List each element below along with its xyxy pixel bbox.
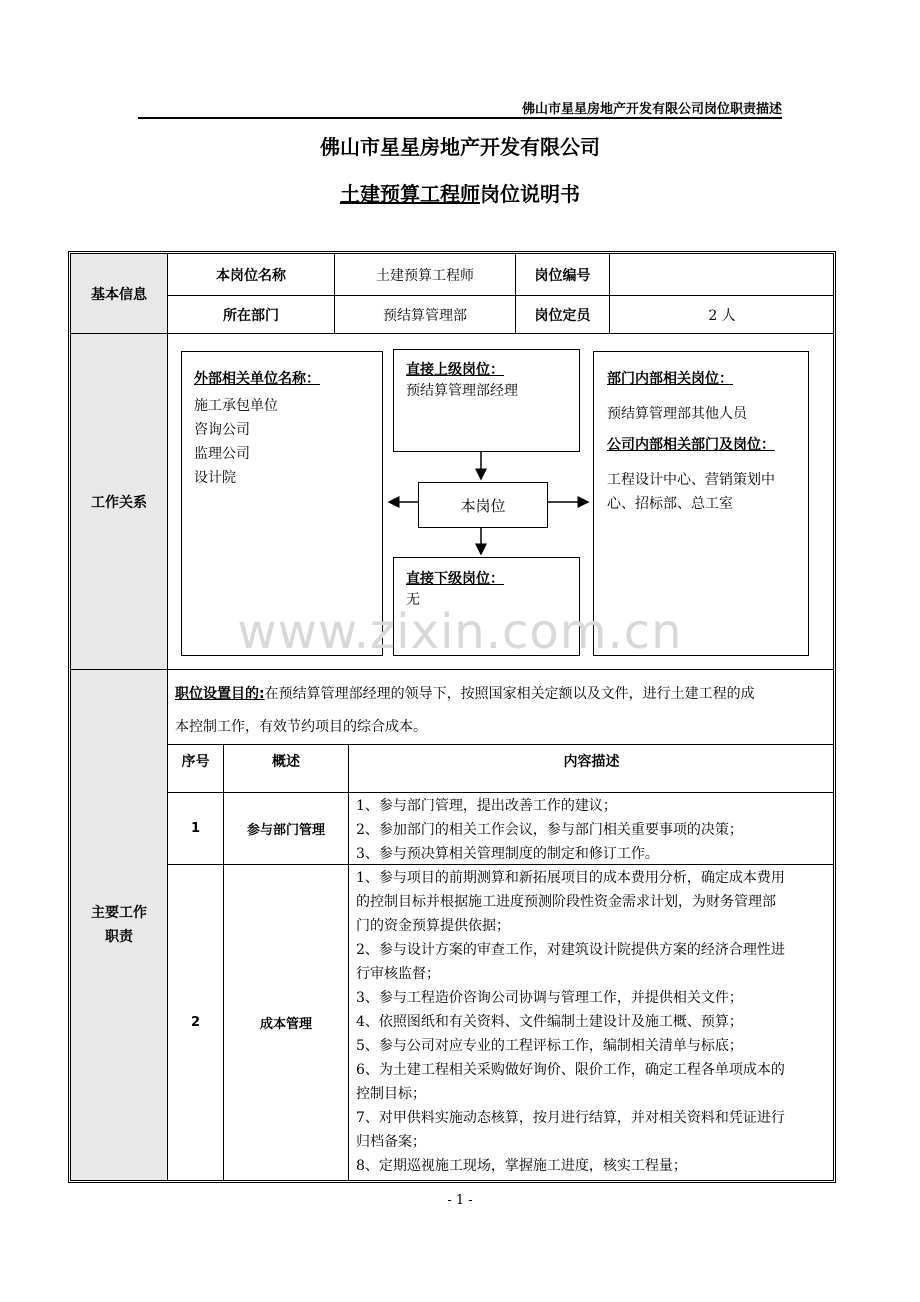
duty-line: 2、参加部门的相关工作会议，参与部门相关重要事项的决策；: [356, 822, 743, 838]
basic-info-label: 基本信息: [91, 286, 147, 303]
main-duties-label-line: 职责: [105, 929, 133, 945]
purpose-text: 在预结算管理部经理的领导下，按照国家相关定额以及文件，进行土建工程的成: [264, 686, 755, 702]
external-units-title: 外部相关单位名称：: [194, 371, 320, 387]
duty-line: 6、为土建工程相关采购做好询价、限价工作，确定工程各单项成本的: [356, 1062, 785, 1078]
main-duties-label-line: 主要工作: [91, 905, 147, 921]
duty-line: 控制目标；: [356, 1086, 426, 1102]
position-name-label: 本岗位名称: [216, 267, 286, 284]
duty-line: 归档备案；: [356, 1134, 426, 1150]
external-unit-item: 施工承包单位: [194, 398, 278, 414]
internal-dept-value: 预结算管理部其他人员: [607, 406, 747, 422]
duty-line: 8、定期巡视施工现场，掌握施工进度，核实工程量；: [356, 1158, 687, 1174]
internal-dept-title: 部门内部相关岗位：: [607, 371, 733, 387]
title-position: 土建预算工程师: [340, 182, 480, 206]
company-dept-title: 公司内部相关部门及岗位：: [607, 437, 775, 453]
headcount-value: 2 人: [708, 307, 736, 324]
duty-line: 2、参与设计方案的审查工作，对建筑设计院提供方案的经济合理性进: [356, 942, 785, 958]
position-code-label: 岗位编号: [534, 267, 591, 284]
duty-row-description: [356, 794, 832, 866]
company-name: 佛山市星星房地产开发有限公司: [320, 135, 600, 159]
duty-line: 4、依照图纸和有关资料、文件编制土建设计及施工概、预算；: [356, 1014, 743, 1030]
purpose-label: 职位设置目的:: [175, 686, 265, 702]
duty-line: 7、对甲供料实施动态核算，按月进行结算，并对相关资料和凭证进行: [356, 1110, 785, 1126]
duty-row-no: 1: [190, 821, 201, 836]
duty-line: 3、参与预决算相关管理制度的制定和修订工作。: [356, 846, 659, 862]
duty-row-summary: 参与部门管理: [246, 823, 325, 838]
duty-line: 的控制目标并根据施工进度预测阶段性资金需求计划，为财务管理部: [356, 894, 776, 910]
position-purpose: [175, 678, 830, 744]
department-value: 预结算管理部: [383, 307, 467, 324]
duty-line: 1、参与项目的前期测算和新拓展项目的成本费用分析，确定成本费用: [356, 870, 785, 886]
company-dept-value: 工程设计中心、营销策划中: [607, 472, 775, 488]
duty-row-description: [356, 866, 832, 1178]
department-label: 所在部门: [223, 307, 279, 324]
watermark: www.zixin.com.cn: [237, 604, 683, 660]
duty-row-no: 2: [190, 1015, 201, 1030]
duty-line: 门的资金预算提供依据；: [356, 918, 510, 934]
duty-line: 1、参与部门管理，提出改善工作的建议；: [356, 798, 617, 814]
duty-row-summary: 成本管理: [259, 1017, 312, 1032]
external-unit-item: 设计院: [194, 470, 236, 486]
col-header-description: 内容描述: [563, 754, 620, 770]
duty-line: 5、参与公司对应专业的工程评标工作，编制相关清单与标底；: [356, 1038, 743, 1054]
duty-line: 行审核监督；: [356, 966, 440, 982]
company-dept-value: 心、招标部、总工室: [607, 496, 733, 512]
col-header-no: 序号: [181, 754, 210, 770]
main-duties-label: [71, 670, 167, 1180]
superior-title: 直接上级岗位：: [406, 362, 504, 378]
purpose-text: 本控制工作，有效节约项目的综合成本。: [175, 719, 427, 735]
page-number: - 1 -: [447, 1193, 473, 1208]
external-unit-item: 咨询公司: [194, 422, 250, 438]
col-header-summary: 概述: [272, 754, 300, 770]
self-position-box: 本岗位: [418, 482, 548, 528]
position-name-value: 土建预算工程师: [376, 267, 474, 284]
external-unit-item: 监理公司: [194, 446, 250, 462]
superior-value: 预结算管理部经理: [406, 383, 518, 399]
duty-line: 3、参与工程造价咨询公司协调与管理工作，并提供相关文件；: [356, 990, 743, 1006]
running-header: 佛山市星星房地产开发有限公司岗位职责描述: [521, 102, 782, 117]
title-suffix: 岗位说明书: [480, 182, 580, 206]
subordinate-value: 无: [406, 592, 420, 608]
work-relations-label: 工作关系: [91, 494, 147, 511]
subordinate-title: 直接下级岗位：: [406, 571, 504, 587]
headcount-label: 岗位定员: [534, 307, 591, 324]
